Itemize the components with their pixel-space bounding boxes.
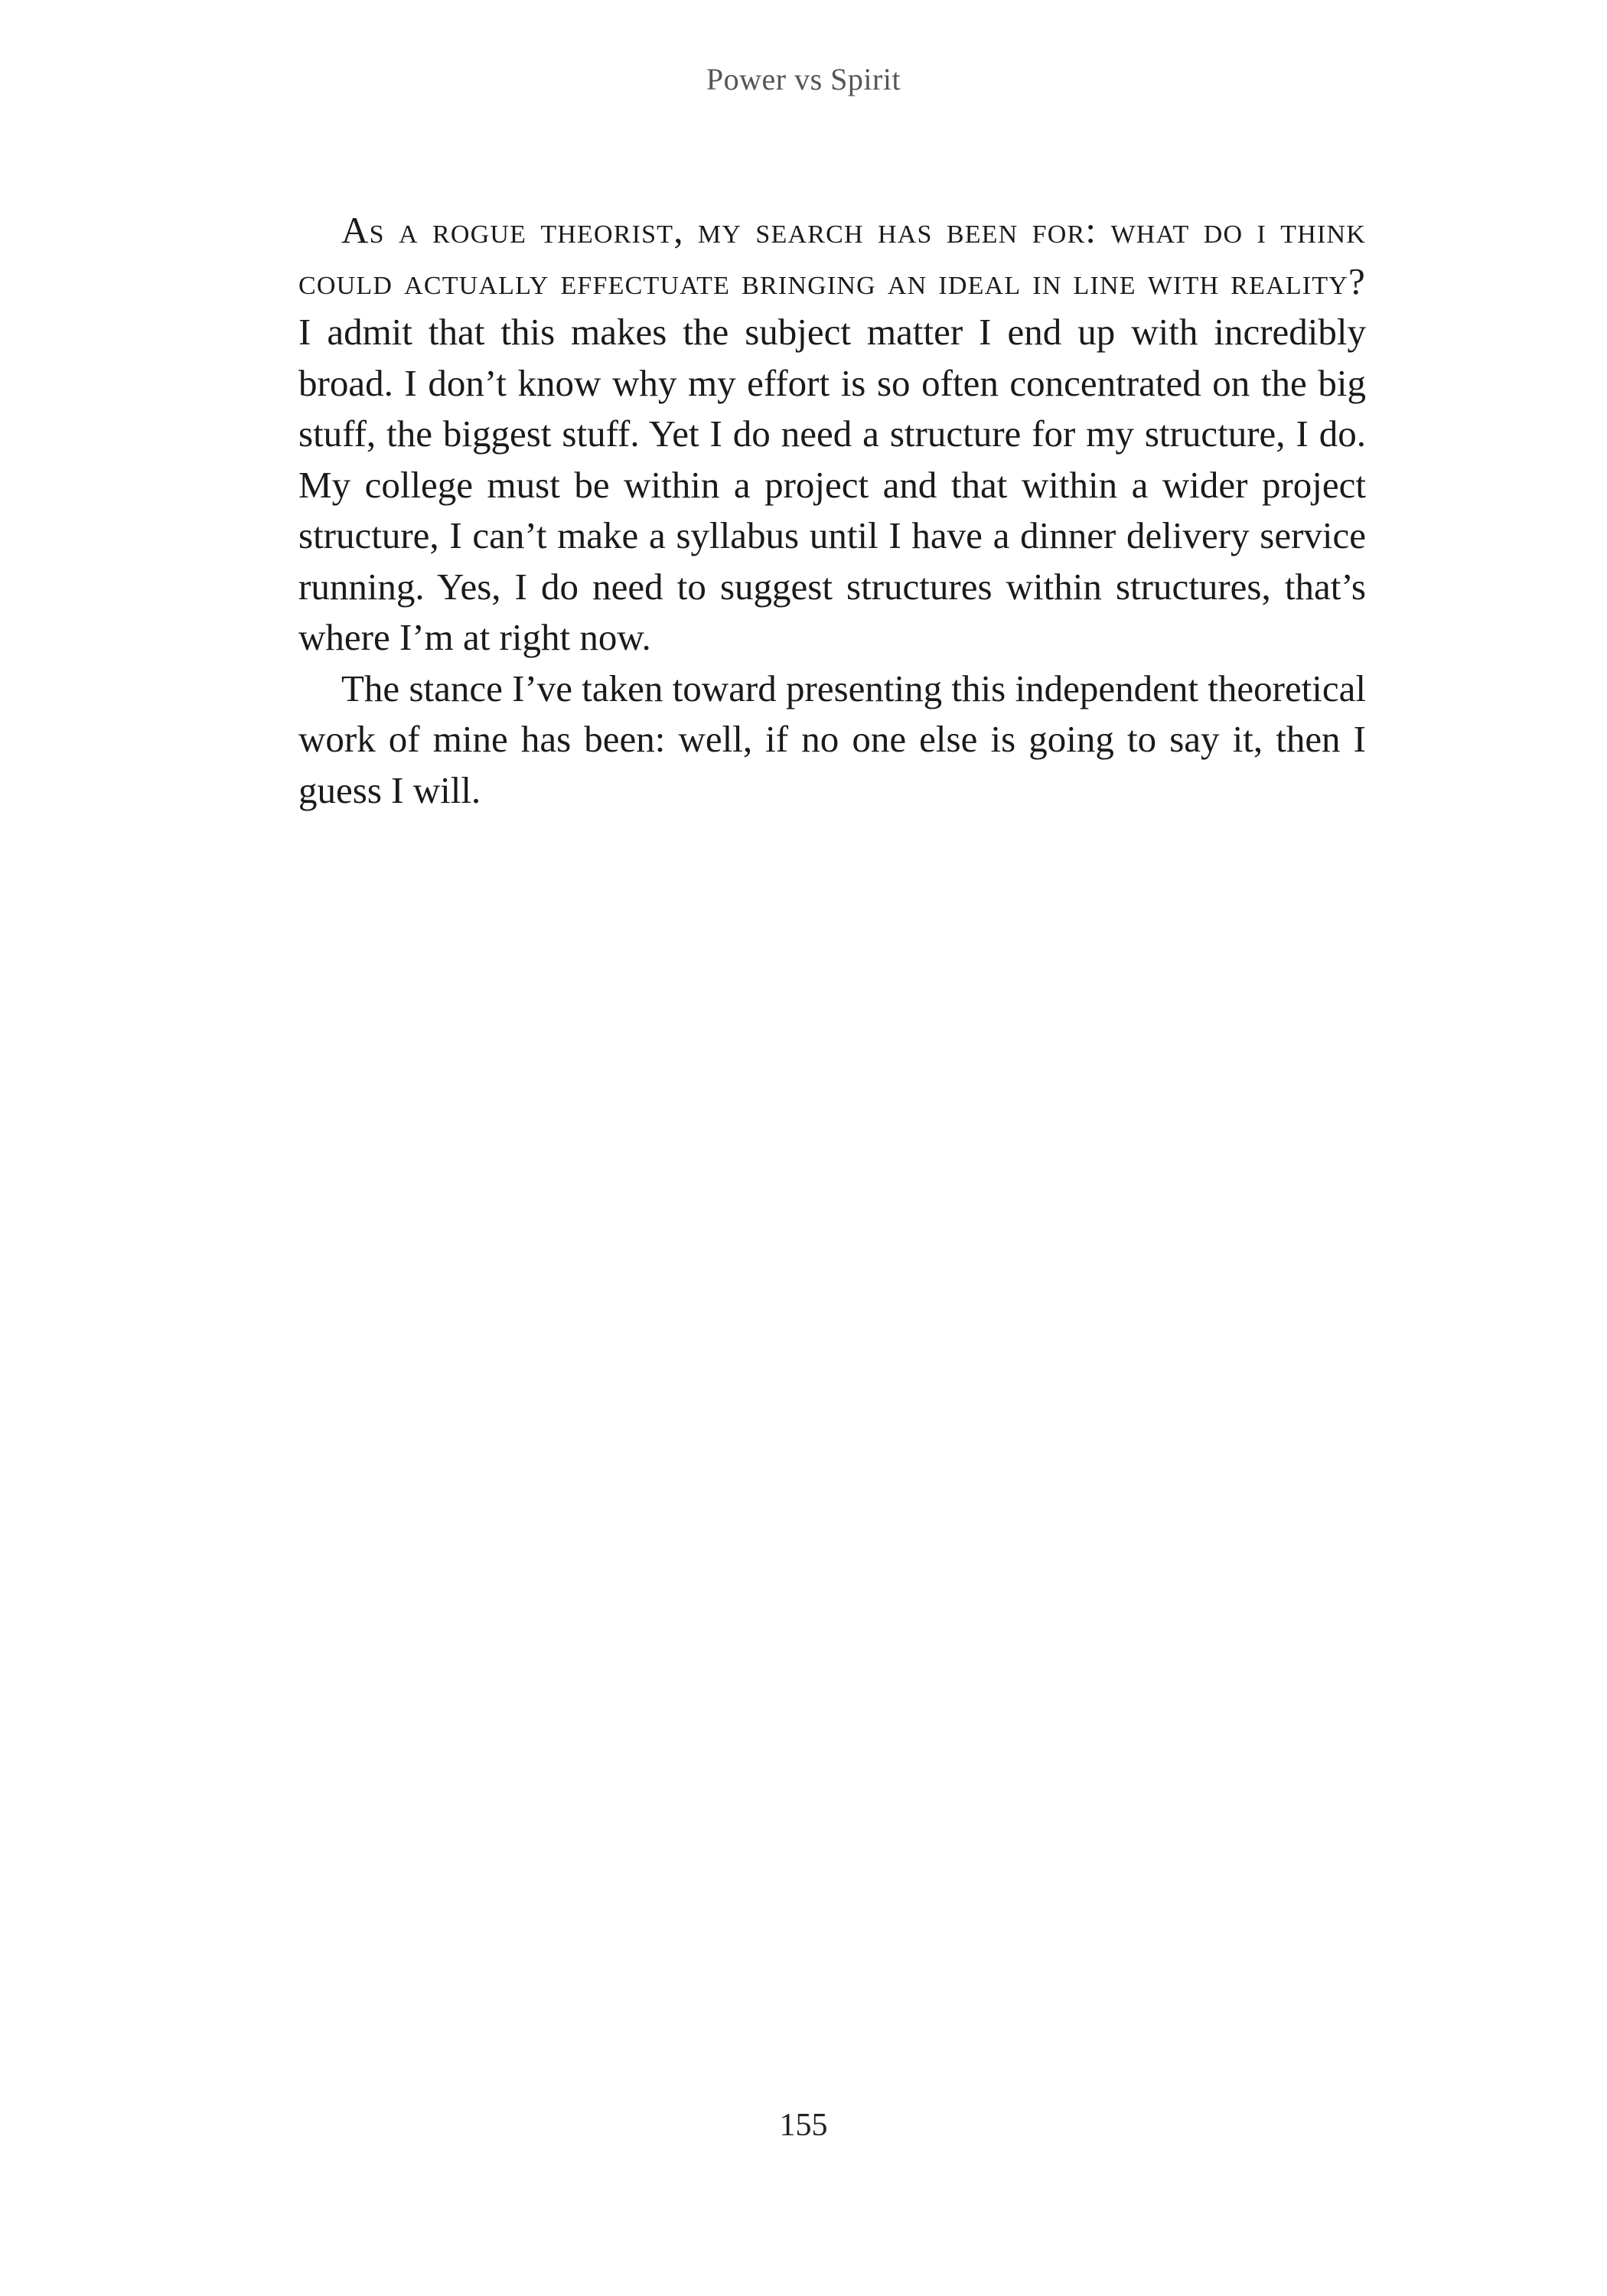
small-caps-lead-in: As a rogue theorist, my search has been for: what do i think could actually effectuate bringing an ideal in line with reality?: [298, 209, 1366, 302]
page-number: 155: [779, 2108, 828, 2143]
paragraph-2-text: The stance I’ve taken toward presenting this independent theoretical work of mine has been: well, if no one else is going to say it, then I guess I will.: [298, 667, 1366, 811]
running-head: Power vs Spirit: [706, 62, 901, 96]
body-text: [298, 205, 1366, 816]
paragraph-2: [298, 664, 1366, 817]
paragraph-1: [298, 205, 1366, 664]
paragraph-1-text: I admit that this makes the subject matter I end up with incredibly broad. I don’t know why my effort is so often concentrated on the big stuff, the biggest stuff. Yet I do need a structure for my structure, I do. My college must be within a project and that within a wider project structure, I can’t make a syllabus until I have a dinner delivery service running. Yes, I do need to suggest structures within structures, that’s where I’m at right now.: [298, 311, 1366, 658]
